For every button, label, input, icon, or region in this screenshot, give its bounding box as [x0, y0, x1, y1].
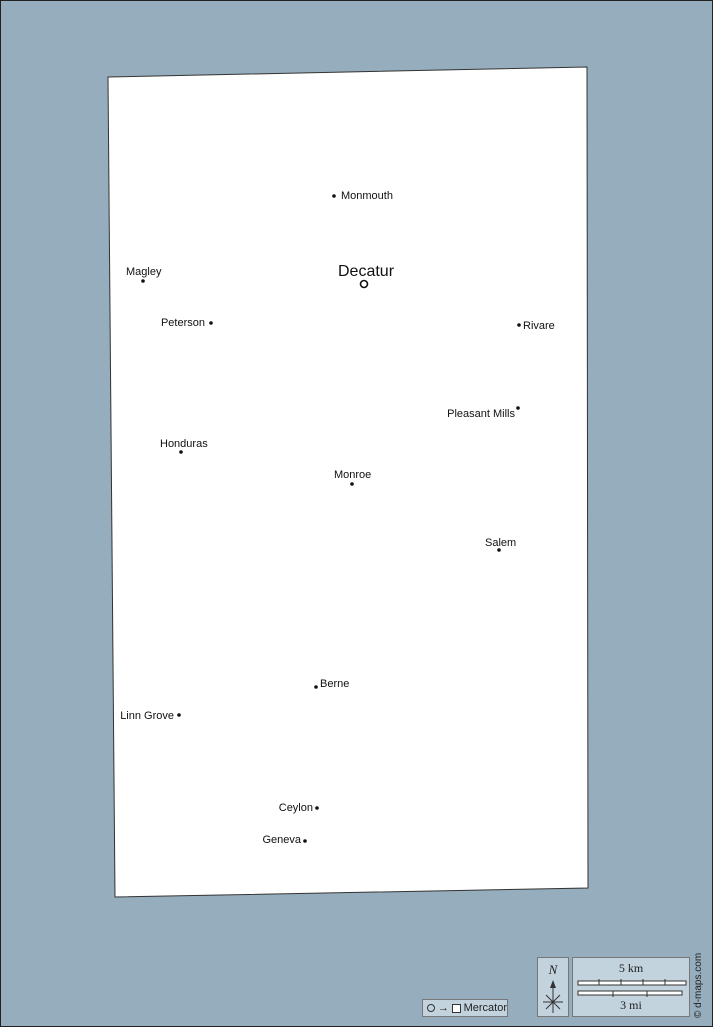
- scale-bar: [572, 957, 690, 1017]
- town-dot-monmouth: [332, 194, 336, 198]
- label-salem: Salem: [485, 537, 517, 549]
- label-monmouth: Monmouth: [341, 190, 393, 202]
- scale-mi-label: 3 mi: [620, 998, 642, 1012]
- north-arrow: [537, 957, 569, 1017]
- town-dot-peterson: [209, 321, 213, 325]
- town-dot-ceylon: [315, 806, 319, 810]
- label-monroe: Monroe: [334, 469, 372, 481]
- label-rivare: Rivare: [523, 320, 555, 332]
- north-label: N: [548, 962, 558, 977]
- seat-marker-decatur: [361, 281, 368, 288]
- projection-badge: [422, 999, 508, 1017]
- projection-label: Mercator: [463, 1002, 507, 1014]
- credit-text: © d-maps.com: [693, 952, 704, 1018]
- globe-circle-icon: [427, 1004, 435, 1012]
- flat-square-icon: [452, 1004, 461, 1013]
- compass-icon: [538, 958, 568, 1018]
- arrow-right-icon: →: [437, 1002, 449, 1014]
- town-dot-berne: [314, 685, 318, 689]
- label-geneva: Geneva: [262, 834, 301, 846]
- town-dot-honduras: [179, 450, 183, 454]
- town-dot-magley: [141, 279, 145, 283]
- label-honduras: Honduras: [160, 438, 208, 450]
- scale-km-label: 5 km: [618, 961, 644, 975]
- label-berne: Berne: [320, 678, 350, 690]
- town-dot-rivare: [517, 323, 521, 327]
- label-pleasant-mills: Pleasant Mills: [447, 408, 515, 420]
- label-ceylon: Ceylon: [278, 802, 313, 814]
- town-dot-monroe: [350, 482, 354, 486]
- label-magley: Magley: [126, 266, 162, 278]
- label-peterson: Peterson: [160, 317, 205, 329]
- label-decatur: Decatur: [338, 263, 395, 280]
- town-dot-pleasant-mills: [516, 406, 520, 410]
- label-linn-grove: Linn Grove: [120, 710, 174, 722]
- town-dot-linn-grove: [177, 713, 181, 717]
- town-dot-geneva: [303, 839, 307, 843]
